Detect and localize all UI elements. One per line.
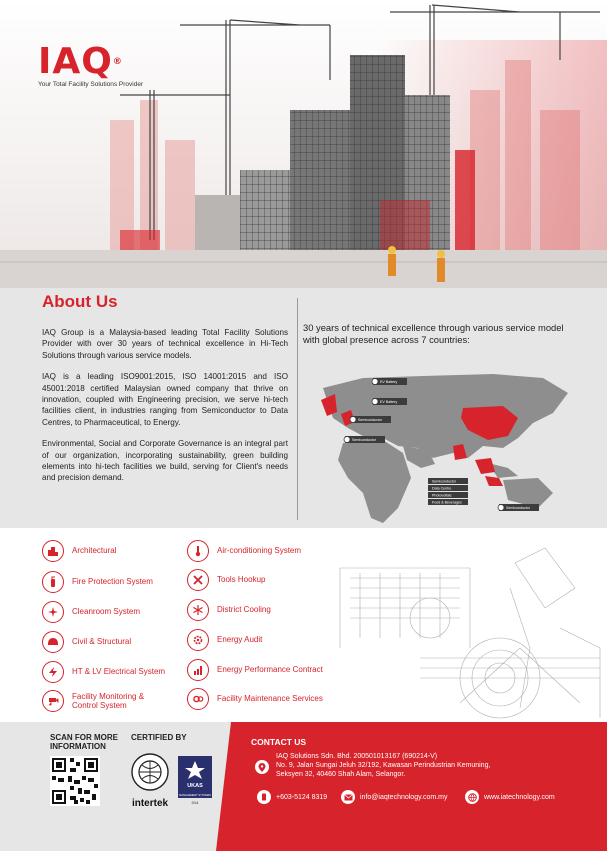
about-divider bbox=[297, 298, 298, 520]
service-label: Facility Maintenance Services bbox=[217, 694, 323, 704]
address-line-2: Seksyen 32, 40460 Shah Alam, Selangor. bbox=[276, 771, 406, 778]
service-label: Tools Hookup bbox=[217, 575, 266, 585]
service-air-conditioning bbox=[187, 540, 301, 562]
map-heading: 30 years of technical excellence through various service model with global presence across 7 countries: bbox=[303, 322, 564, 346]
about-title: About Us bbox=[42, 292, 118, 311]
global-presence-column bbox=[303, 322, 573, 510]
bar-chart-icon bbox=[187, 659, 209, 681]
website-text: www.iatechnology.com bbox=[484, 793, 555, 801]
service-facility-maintenance bbox=[187, 688, 323, 710]
service-label: Civil & Structural bbox=[72, 637, 132, 647]
map-label-4: Semiconductor bbox=[352, 438, 376, 442]
snowflake-icon bbox=[187, 599, 209, 621]
address-line-1: No. 9, Jalan Sungai Jeluh 32/192, Kawasan Perindustrian Kemuning, bbox=[276, 762, 491, 769]
service-energy-audit bbox=[187, 629, 262, 651]
intertek-text: intertek bbox=[131, 798, 169, 809]
services-section bbox=[0, 528, 607, 722]
gear-icon bbox=[187, 629, 209, 651]
map-label-5: Semiconductor bbox=[432, 479, 456, 484]
sparkle-icon bbox=[42, 601, 64, 623]
phone-icon bbox=[257, 790, 271, 804]
service-electrical bbox=[42, 661, 165, 683]
company-logo bbox=[38, 41, 144, 88]
location-pin-icon bbox=[255, 760, 269, 774]
tools-icon bbox=[187, 569, 209, 591]
contact-panel bbox=[231, 722, 607, 851]
service-label: Energy Performance Contract bbox=[217, 665, 323, 675]
service-district-cooling bbox=[187, 599, 271, 621]
service-label: Energy Audit bbox=[217, 635, 263, 645]
qr-code[interactable] bbox=[50, 756, 100, 806]
ukas-sub: MANAGEMENT SYSTEMS bbox=[179, 794, 211, 797]
hero-banner bbox=[0, 0, 607, 288]
logo-tagline: Your Total Facility Solutions Provider bbox=[38, 81, 144, 88]
website-contact[interactable] bbox=[465, 790, 555, 804]
service-tools-hookup bbox=[187, 569, 265, 591]
email-icon bbox=[341, 790, 355, 804]
about-paragraph-3: Environmental, Social and Corporate Governance is an integral part of our organization, incorporating sustainability, green building elements into hi-tech facilities we build, serving for Client's needs and precision demand. bbox=[42, 439, 288, 483]
logo-text: IAQ bbox=[38, 41, 113, 82]
world-map bbox=[303, 368, 573, 528]
service-label: Fire Protection System bbox=[72, 577, 153, 587]
certified-label: CERTIFIED BY bbox=[131, 733, 187, 742]
contact-title: CONTACT US bbox=[251, 737, 307, 747]
map-label-7: Photovoltaic bbox=[432, 493, 452, 498]
service-fire-protection bbox=[42, 571, 153, 593]
globe-icon bbox=[465, 790, 479, 804]
hard-hat-icon bbox=[42, 631, 64, 653]
thermometer-icon bbox=[187, 540, 209, 562]
ukas-num: 014 bbox=[191, 800, 199, 805]
service-facility-monitoring bbox=[42, 690, 162, 712]
service-label: District Cooling bbox=[217, 605, 271, 615]
cctv-icon bbox=[42, 690, 64, 712]
map-label-2: EV Battery bbox=[380, 400, 398, 404]
fire-extinguisher-icon bbox=[42, 571, 64, 593]
map-label-3: Semiconductor bbox=[358, 418, 382, 422]
map-label-1: EV Battery bbox=[380, 380, 398, 384]
service-cleanroom bbox=[42, 601, 140, 623]
service-energy-performance bbox=[187, 659, 323, 681]
about-paragraph-1: IAQ Group is a Malaysia-based leading Total Facility Solutions Provider with over 30 years of technical excellence in Hi-Tech Solutions through various service models. bbox=[42, 328, 288, 360]
company-line: IAQ Solutions Sdn. Bhd. 200501013167 (690214-V) bbox=[276, 753, 438, 760]
service-label: HT & LV Electrical System bbox=[72, 667, 166, 677]
lightning-icon bbox=[42, 661, 64, 683]
map-label-6: Data Centre bbox=[432, 486, 452, 491]
architecture-icon bbox=[42, 540, 64, 562]
intertek-badge bbox=[128, 752, 172, 812]
scan-label: SCAN FOR MORE INFORMATION bbox=[50, 733, 118, 751]
service-architectural bbox=[42, 540, 116, 562]
email-text: info@iaqtechnology.com.my bbox=[360, 793, 448, 801]
service-label: Architectural bbox=[72, 546, 117, 556]
about-text-column bbox=[42, 292, 288, 494]
service-label: Cleanroom System bbox=[72, 607, 141, 617]
about-paragraph-2: IAQ is a leading ISO9001:2015, ISO 14001:2015 and ISO 45001:2018 certified Malaysian owned company that thrive on innovation, coupled with Engineering precision, we serve hi-tech facilities client, in industries ranging from Semiconductor to Data Centres, to Pharmaceutical, to Energy. bbox=[42, 372, 288, 427]
gears-icon bbox=[187, 688, 209, 710]
phone-contact[interactable] bbox=[257, 790, 327, 804]
about-section bbox=[0, 288, 607, 528]
service-label: Air-conditioning System bbox=[217, 546, 302, 556]
footer-certification-panel bbox=[0, 722, 231, 851]
map-label-9: Semiconductor bbox=[506, 506, 530, 510]
email-contact[interactable] bbox=[341, 790, 448, 804]
ukas-badge bbox=[178, 756, 212, 806]
registered-mark: ® bbox=[112, 57, 123, 67]
map-label-8: Food & Beverages bbox=[432, 500, 462, 505]
service-label: Facility Monitoring & Control System bbox=[72, 691, 145, 710]
service-civil-structural bbox=[42, 631, 131, 653]
phone-text: +603-5124 8319 bbox=[276, 793, 328, 801]
ukas-text: UKAS bbox=[187, 783, 203, 789]
